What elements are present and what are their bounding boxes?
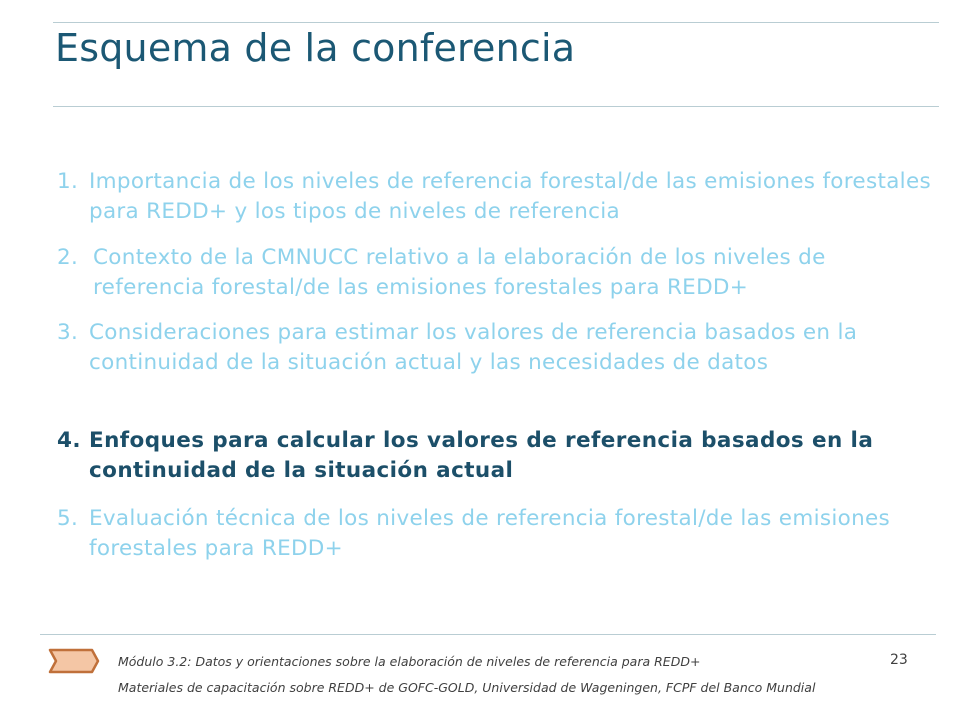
outline-item-text: Evaluación técnica de los niveles de referencia forestal/de las emisiones forestales para REDD+ [89, 506, 891, 561]
footer-materials-text: Materiales de capacitación sobre REDD+ de GOFC-GOLD, Universidad de Wageningen, FCPF del Banco Mundial [118, 680, 816, 695]
outline-item-text: Importancia de los niveles de referencia forestal/de las emisiones forestales para REDD+ y los tipos de niveles de referencia [89, 169, 931, 224]
outline-item-number: 4. [57, 428, 81, 453]
outline-item-number: 3. [57, 320, 79, 345]
outline-item-1 [57, 167, 937, 227]
arrow-tab-icon [48, 648, 100, 674]
outline-item-text: Consideraciones para estimar los valores de referencia basados en la continuidad de la situación actual y las necesidades de datos [89, 320, 858, 375]
footer-divider [40, 634, 936, 635]
footer-module-text: Módulo 3.2: Datos y orientaciones sobre la elaboración de niveles de referencia para REDD+ [118, 654, 701, 669]
outline-item-text: Contexto de la CMNUCC relativo a la elaboración de los niveles de referencia forestal/de las emisiones forestales para REDD+ [93, 245, 826, 300]
outline-item-4-active [57, 426, 937, 486]
outline-item-number: 5. [57, 506, 79, 531]
outline-item-3 [57, 318, 917, 378]
outline-item-text: Enfoques para calcular los valores de referencia basados en la continuidad de la situación actual [89, 428, 874, 483]
outline-item-5 [57, 504, 937, 564]
page-title: Esquema de la conferencia [55, 26, 576, 70]
outline-item-number: 1. [57, 169, 79, 194]
outline-item-2 [57, 243, 917, 303]
outline-item-number: 2. [57, 245, 79, 270]
page-number: 23 [890, 652, 908, 668]
